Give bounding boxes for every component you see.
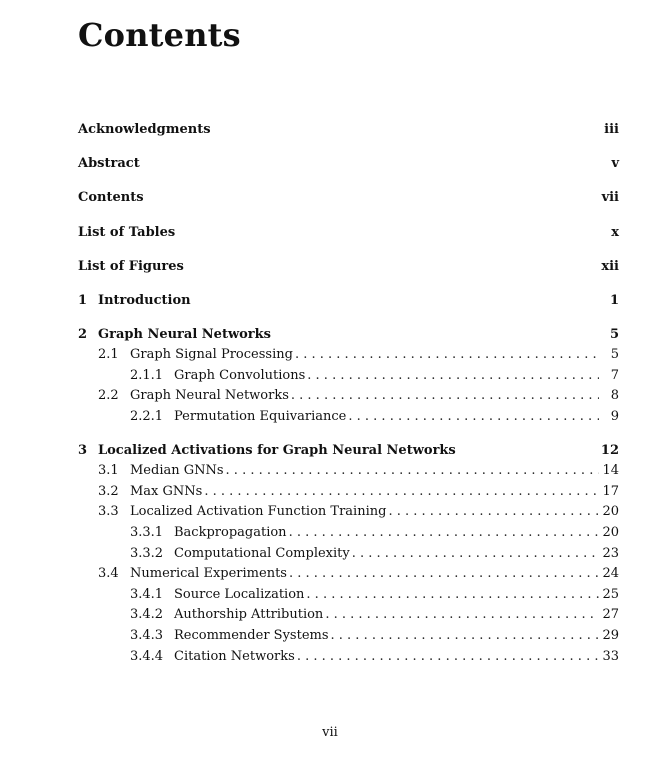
toc-entry-page: 27	[602, 607, 619, 623]
dot-leader	[331, 626, 599, 647]
toc-entry-title: Computational Complexity	[174, 545, 350, 561]
toc-entry-number: 1	[78, 293, 88, 309]
dot-leader	[352, 544, 599, 565]
toc-entry-page: 25	[602, 586, 619, 602]
toc-entry-page: v	[611, 156, 619, 172]
page-number-footer: vii	[322, 725, 338, 740]
dot-leader	[289, 523, 599, 544]
toc-entry-page: 7	[610, 367, 619, 383]
toc-entry-number: 2.2	[98, 388, 119, 404]
toc-entry-page: 12	[600, 442, 619, 458]
toc-entry-title: Authorship Attribution	[174, 607, 324, 623]
toc-entry-number: 3.4	[98, 566, 119, 582]
toc-subsection-2-1-1[interactable]	[78, 366, 619, 387]
toc-entry-number: 2	[78, 326, 88, 342]
toc-section-2-1[interactable]	[78, 345, 619, 366]
toc-subsection-3-4-1[interactable]	[78, 585, 619, 606]
toc-entry-title: Contents	[78, 190, 144, 206]
dot-leader	[325, 605, 599, 626]
toc-entry-title: Permutation Equivariance	[174, 408, 347, 424]
toc-entry-list-of-tables[interactable]	[78, 216, 619, 250]
toc-entry-page: 29	[602, 627, 619, 643]
toc-entry-page: 5	[609, 326, 619, 342]
table-of-contents	[78, 113, 619, 667]
toc-entry-page: 1	[609, 293, 619, 309]
dot-leader	[348, 407, 599, 428]
toc-entry-title: Abstract	[78, 156, 140, 172]
toc-entry-title: Backpropagation	[174, 524, 287, 540]
toc-entry-page: 33	[602, 648, 619, 664]
toc-entry-number: 3	[78, 442, 88, 458]
dot-leader	[226, 461, 599, 482]
toc-entry-title: Graph Neural Networks	[98, 326, 271, 342]
toc-entry-page: 8	[610, 388, 619, 404]
toc-subsection-3-4-2[interactable]	[78, 605, 619, 626]
dot-leader	[307, 366, 599, 387]
toc-entry-number: 3.3	[98, 504, 119, 520]
toc-entry-title: Graph Signal Processing	[130, 347, 293, 363]
toc-entry-page: 5	[610, 347, 619, 363]
toc-entry-title: Median GNNs	[130, 463, 224, 479]
toc-entry-title: List of Figures	[78, 258, 184, 274]
toc-entry-title: Graph Neural Networks	[130, 388, 289, 404]
dot-leader	[204, 482, 599, 503]
dot-leader	[388, 502, 599, 523]
toc-entry-page: 9	[610, 408, 619, 424]
toc-entry-number: 3.4.3	[130, 627, 164, 643]
toc-entry-list-of-figures[interactable]	[78, 250, 619, 284]
toc-entry-page: iii	[604, 122, 619, 137]
toc-section-3-4[interactable]	[78, 564, 619, 585]
toc-entry-abstract[interactable]	[78, 147, 619, 181]
toc-section-2-2[interactable]	[78, 386, 619, 407]
page-title: Contents	[78, 16, 241, 54]
toc-entry-title: Numerical Experiments	[130, 566, 287, 582]
dot-leader	[297, 647, 599, 668]
toc-section-3-3[interactable]	[78, 502, 619, 523]
toc-entry-page: xii	[601, 258, 619, 274]
toc-entry-number: 3.4.2	[130, 607, 164, 623]
dot-leader	[295, 345, 599, 366]
toc-entry-title: Citation Networks	[174, 648, 295, 664]
toc-entry-page: 17	[602, 483, 619, 499]
toc-subsection-2-2-1[interactable]	[78, 407, 619, 428]
toc-entry-page: 23	[602, 545, 619, 561]
toc-chapter-3[interactable]	[78, 441, 619, 462]
toc-entry-title: Introduction	[98, 293, 191, 309]
toc-entry-number: 3.4.1	[130, 586, 164, 602]
toc-subsection-3-4-4[interactable]	[78, 647, 619, 668]
toc-chapter-1[interactable]	[78, 291, 619, 312]
toc-section-3-2[interactable]	[78, 482, 619, 503]
toc-entry-number: 2.1	[98, 347, 119, 363]
toc-entry-contents[interactable]	[78, 181, 619, 215]
toc-entry-page: x	[611, 224, 619, 240]
toc-entry-title: Acknowledgments	[78, 122, 211, 137]
toc-entry-title: Max GNNs	[130, 483, 203, 499]
toc-entry-title: Recommender Systems	[174, 627, 329, 643]
toc-subsection-3-4-3[interactable]	[78, 626, 619, 647]
toc-entry-title: Localized Activation Function Training	[130, 504, 387, 520]
dot-leader	[291, 386, 599, 407]
toc-entry-acknowledgments[interactable]	[78, 113, 619, 147]
toc-entry-title: List of Tables	[78, 224, 176, 240]
toc-subsection-3-3-1[interactable]	[78, 523, 619, 544]
toc-entry-page: 20	[602, 524, 619, 540]
toc-entry-page: 20	[602, 504, 619, 520]
toc-entry-title: Localized Activations for Graph Neural Networks	[98, 442, 456, 458]
toc-entry-number: 3.3.1	[130, 524, 164, 540]
toc-entry-number: 3.2	[98, 483, 119, 499]
toc-entry-number: 2.2.1	[130, 408, 164, 424]
toc-entry-number: 3.3.2	[130, 545, 164, 561]
toc-entry-title: Graph Convolutions	[174, 367, 306, 383]
toc-entry-number: 2.1.1	[130, 367, 164, 383]
toc-entry-page: vii	[601, 190, 619, 206]
toc-section-3-1[interactable]	[78, 461, 619, 482]
toc-entry-page: 24	[602, 566, 619, 582]
dot-leader	[306, 585, 599, 606]
dot-leader	[289, 564, 599, 585]
toc-entry-title: Source Localization	[174, 586, 305, 602]
toc-entry-number: 3.4.4	[130, 648, 164, 664]
toc-entry-page: 14	[602, 463, 619, 479]
toc-entry-number: 3.1	[98, 463, 119, 479]
toc-subsection-3-3-2[interactable]	[78, 544, 619, 565]
toc-chapter-2[interactable]	[78, 325, 619, 346]
